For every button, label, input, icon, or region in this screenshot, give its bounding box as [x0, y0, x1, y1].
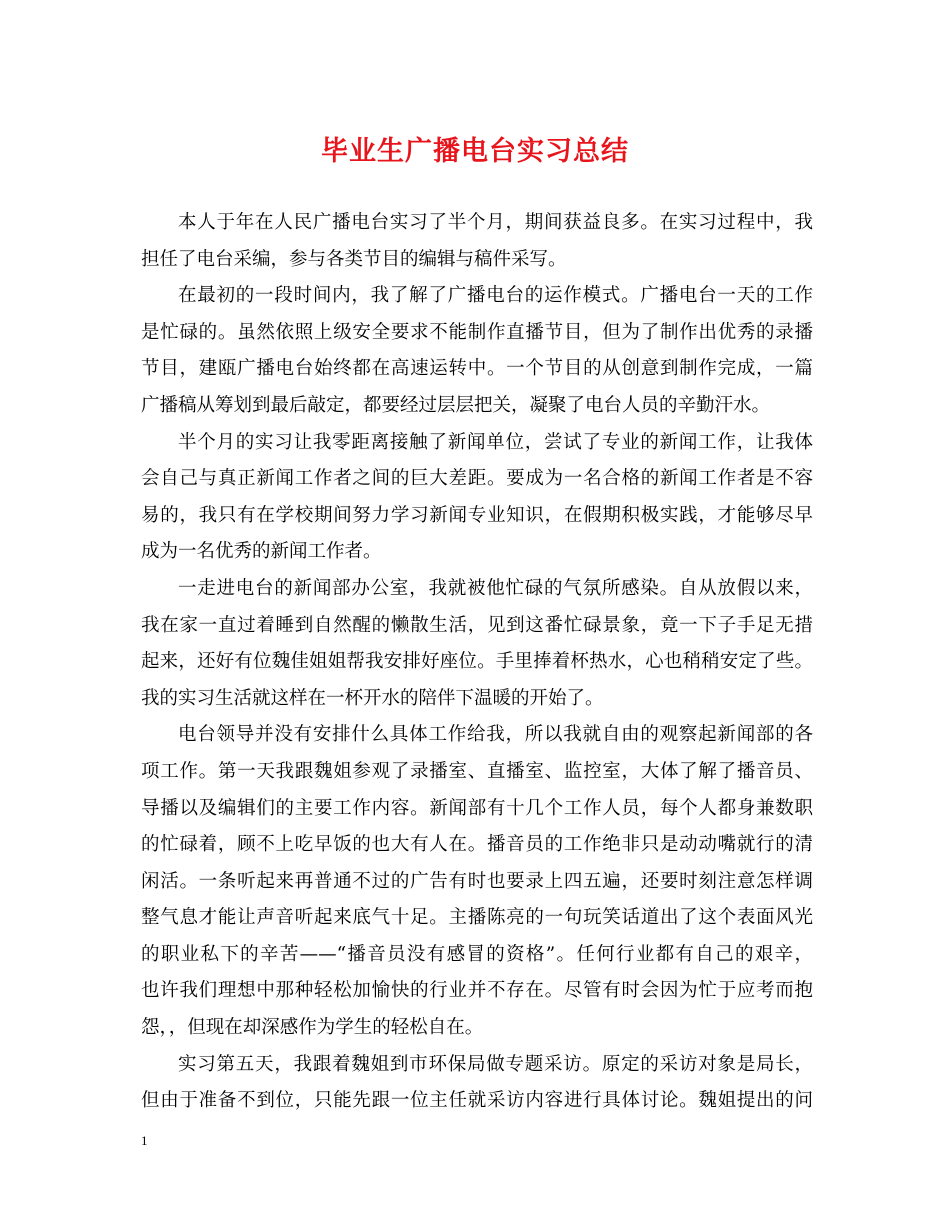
page-number: 1	[141, 1133, 148, 1148]
text-line: 的忙碌着，顾不上吃早饭的也大有人在。播音员的工作绝非只是动动嘴就行的清	[141, 834, 813, 856]
document-title: 毕业生广播电台实习总结	[321, 136, 629, 167]
text-line: 广播稿从筹划到最后敲定，都要经过层层把关，凝聚了电台人员的辛勤汗水。	[141, 394, 771, 416]
paragraph-4	[141, 571, 813, 717]
text-line: 导播以及编辑们的主要工作内容。新闻部有十几个工作人员，每个人都身兼数职	[141, 797, 813, 819]
text-line: 易的，我只有在学校期间努力学习新闻专业知识，在假期积极实践，才能够尽早	[141, 504, 813, 526]
text-line: 一走进电台的新闻部办公室，我就被他忙碌的气氛所感染。自从放假以来，	[178, 577, 813, 599]
text-line: 闲活。一条听起来再普通不过的广告有时也要录上四五遍，还要时刻注意怎样调	[141, 870, 813, 892]
text-line: 起来，还好有位魏佳姐姐帮我安排好座位。手里捧着杯热水，心也稍稍安定了些。	[141, 651, 813, 673]
text-line: 的职业私下的辛苦——“播音员没有感冒的资格”。任何行业都有自己的艰辛，	[141, 943, 813, 965]
text-line: 怨，，但现在却深感作为学生的轻松自在。	[141, 1017, 484, 1039]
paragraph-6	[141, 1047, 813, 1120]
text-line: 本人于年在人民广播电台实习了半个月，期间获益良多。在实习过程中，我	[178, 212, 813, 233]
text-line: 成为一名优秀的新闻工作者。	[141, 541, 382, 563]
document-body	[141, 205, 813, 1120]
text-line: 节目，建瓯广播电台始终都在高速运转中。一个节目的从创意到制作完成，一篇	[141, 358, 813, 380]
text-line: 是忙碌的。虽然依照上级安全要求不能制作直播节目，但为了制作出优秀的录播	[141, 321, 813, 343]
paragraph-5	[141, 717, 813, 1046]
text-line: 我的实习生活就这样在一杯开水的陪伴下温暖的开始了。	[141, 687, 604, 709]
text-line: 会自己与真正新闻工作者之间的巨大差距。要成为一名合格的新闻工作者是不容	[141, 468, 813, 490]
paragraph-2	[141, 278, 813, 424]
paragraph-1	[141, 205, 813, 278]
text-line: 担任了电台采编，参与各类节目的编辑与稿件采写。	[141, 248, 567, 270]
text-line: 在最初的一段时间内，我了解了广播电台的运作模式。广播电台一天的工作	[178, 285, 813, 307]
text-line: 项工作。第一天我跟魏姐参观了录播室、直播室、监控室，大体了解了播音员、	[141, 760, 813, 782]
text-line: 我在家一直过着睡到自然醒的懒散生活，见到这番忙碌景象，竟一下子手足无措	[141, 614, 813, 636]
text-line: 整气息才能让声音听起来底气十足。主播陈亮的一句玩笑话道出了这个表面风光	[141, 907, 813, 929]
paragraph-3	[141, 425, 813, 571]
text-line: 实习第五天，我跟着魏姐到市环保局做专题采访。原定的采访对象是局长，	[178, 1053, 813, 1075]
text-line: 电台领导并没有安排什么具体工作给我，所以我就自由的观察起新闻部的各	[178, 724, 813, 746]
text-line: 也许我们理想中那种轻松加愉快的行业并不存在。尽管有时会因为忙于应考而抱	[141, 980, 813, 1002]
text-line: 半个月的实习让我零距离接触了新闻单位，尝试了专业的新闻工作，让我体	[178, 431, 813, 453]
text-line: 但由于准备不到位，只能先跟一位主任就采访内容进行具体讨论。魏姐提出的问	[141, 1090, 813, 1112]
